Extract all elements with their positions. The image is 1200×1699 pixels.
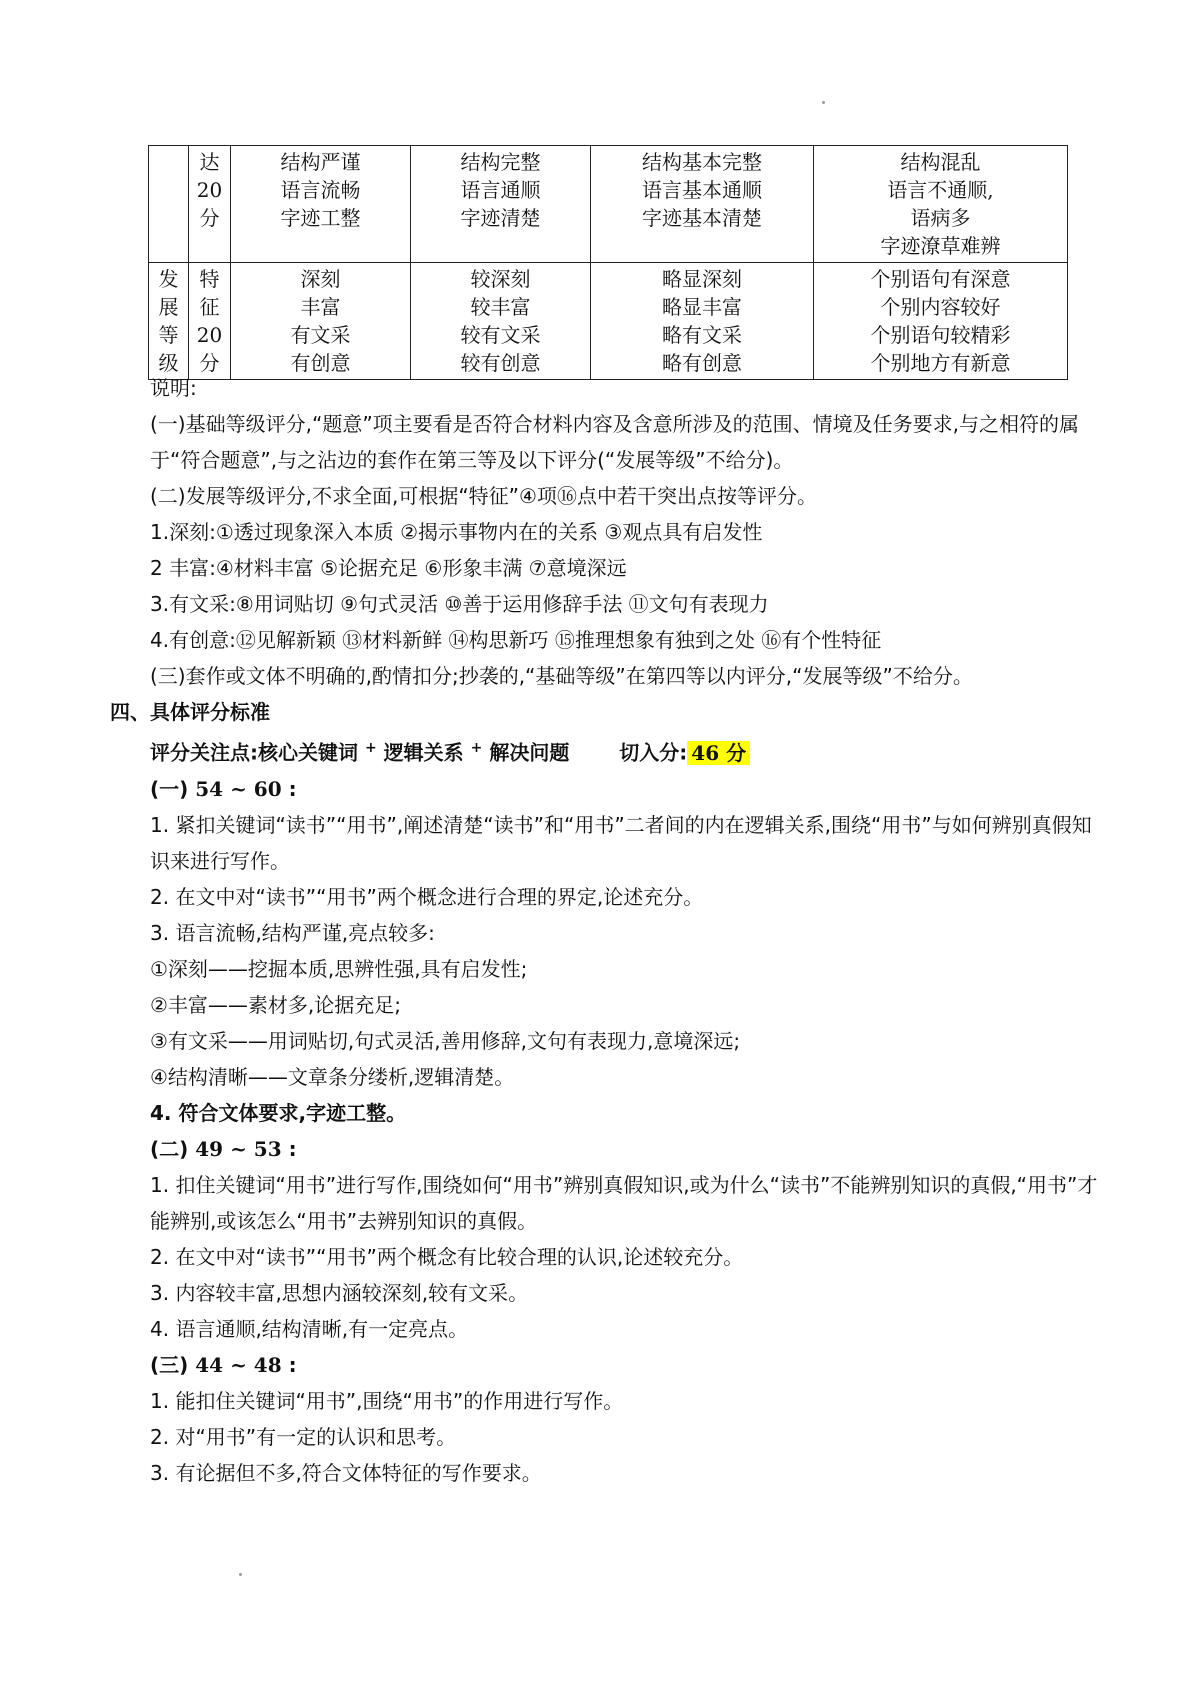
grade-1-item: 2. 在文中对“读书”“用书”两个概念进行合理的界定,论述充分。 — [150, 884, 704, 909]
grade-2-item: 4. 语言通顺,结构清晰,有一定亮点。 — [150, 1316, 469, 1341]
grade-2-item: 3. 内容较丰富,思想内涵较深刻,较有文采。 — [150, 1280, 529, 1305]
notes-title: 说明: — [150, 376, 197, 400]
grade-1-item: ③有文采——用词贴切,句式灵活,善用修辞,文句有表现力,意境深远; — [150, 1028, 741, 1053]
grade-3-heading: (三) 44 ~ 48 : — [150, 1352, 297, 1377]
table-cell: 结构混乱 语言不通顺, 语病多 字迹潦草难辨 — [814, 146, 1068, 263]
grading-table — [148, 145, 1068, 380]
table-cell: 结构完整 语言通顺 字迹清楚 — [411, 146, 591, 263]
table-cell: 结构严谨 语言流畅 字迹工整 — [231, 146, 411, 263]
grade-1-heading: (一) 54 ~ 60 : — [150, 776, 297, 801]
page-mark-top — [822, 101, 825, 104]
feature-2: 2 丰富:④材料丰富 ⑤论据充足 ⑥形象丰满 ⑦意境深远 — [150, 556, 627, 580]
grade-3-item: 1. 能扣住关键词“用书”,围绕“用书”的作用进行写作。 — [150, 1388, 624, 1413]
table-cell-sub: 特 征 20 分 — [189, 263, 231, 380]
note-3: (三)套作或文体不明确的,酌情扣分;抄袭的,“基础等级”在第四等以内评分,“发展等级”不给分。 — [150, 664, 973, 688]
grade-2-item: 1. 扣住关键词“用书”进行写作,围绕如何“用书”辨别真假知识,或为什么“读书”不能辨别知识的真假,“用书”才能辨别,或该怎么“用书”去辨别知识的真假。 — [150, 1172, 1098, 1233]
grade-3-item: 3. 有论据但不多,符合文体特征的写作要求。 — [150, 1460, 542, 1485]
table-row — [149, 263, 1068, 380]
table-cell: 结构基本完整 语言基本通顺 字迹基本清楚 — [591, 146, 814, 263]
table-cell-sub: 达 20 分 — [189, 146, 231, 263]
grade-1-item: 3. 语言流畅,结构严谨,亮点较多: — [150, 920, 435, 945]
table-cell: 深刻 丰富 有文采 有创意 — [231, 263, 411, 380]
feature-3: 3.有文采:⑧用词贴切 ⑨句式灵活 ⑩善于运用修辞手法 ⑪文句有表现力 — [150, 592, 769, 616]
table-cell-main: 发 展 等 级 — [149, 263, 189, 380]
grade-2-item: 2. 在文中对“读书”“用书”两个概念有比较合理的认识,论述较充分。 — [150, 1244, 744, 1269]
grade-1-item: ②丰富——素材多,论据充足; — [150, 992, 402, 1017]
grade-1-item: ④结构清晰——文章条分缕析,逻辑清楚。 — [150, 1064, 515, 1089]
entry-score-highlight: 46 分 — [687, 741, 750, 765]
focus-line: 评分关注点:核心关键词 + 逻辑关系 + 解决问题 切入分: 46 分 — [110, 730, 1100, 771]
feature-4: 4.有创意:⑫见解新颖 ⑬材料新鲜 ⑭构思新巧 ⑮推理想象有独到之处 ⑯有个性特征 — [150, 628, 882, 652]
table-cell: 个别语句有深意 个别内容较好 个别语句较精彩 个别地方有新意 — [814, 263, 1068, 380]
table-cell: 略显深刻 略显丰富 略有文采 略有创意 — [591, 263, 814, 380]
page-mark-bottom — [239, 1573, 242, 1576]
note-2: (二)发展等级评分,不求全面,可根据“特征”④项⑯点中若干突出点按等评分。 — [150, 484, 817, 508]
grade-1-item: 1. 紧扣关键词“读书”“用书”,阐述清楚“读书”和“用书”二者间的内在逻辑关系,围绕“用书”与如何辨别真假知识来进行写作。 — [150, 812, 1092, 873]
table-cell: 较深刻 较丰富 较有文采 较有创意 — [411, 263, 591, 380]
feature-1: 1.深刻:①透过现象深入本质 ②揭示事物内在的关系 ③观点具有启发性 — [150, 520, 763, 544]
grade-3-item: 2. 对“用书”有一定的认识和思考。 — [150, 1424, 457, 1449]
document-body — [110, 370, 1100, 1491]
note-1: (一)基础等级评分,“题意”项主要看是否符合材料内容及含意所涉及的范围、情境及任务要求,与之相符的属于“符合题意”,与之沾边的套作在第三等及以下评分(“发展等级”不给分)。 — [150, 412, 1080, 472]
grade-1-item: ①深刻——挖掘本质,思辨性强,具有启发性; — [150, 956, 528, 981]
section-heading: 四、具体评分标准 — [110, 700, 270, 724]
table-cell-main-empty — [149, 146, 189, 263]
table-row — [149, 146, 1068, 263]
grade-2-heading: (二) 49 ~ 53 : — [150, 1136, 297, 1161]
grade-1-item: 4. 符合文体要求,字迹工整。 — [150, 1100, 407, 1125]
